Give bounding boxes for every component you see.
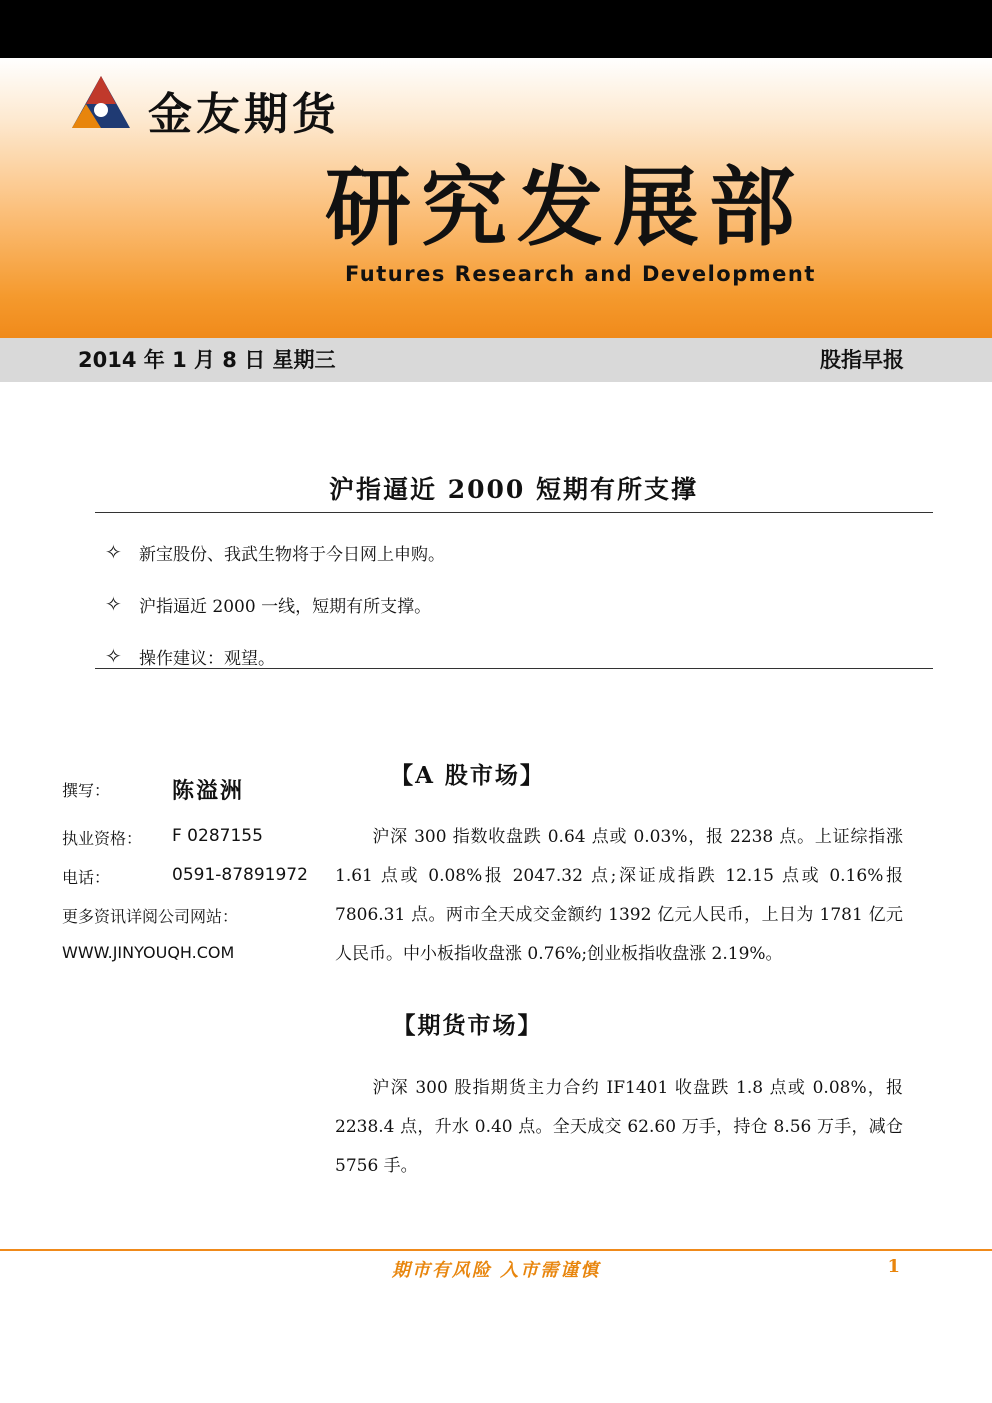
license-row	[62, 826, 263, 849]
license-number: F 0287155	[172, 826, 263, 846]
department-title: 研究发展部	[325, 157, 805, 258]
author-label: 撰写：	[62, 781, 111, 800]
diamond-star-icon: ✧	[105, 592, 122, 616]
footer-slogan: 期市有风险 入市需谨慎	[391, 1260, 601, 1281]
diamond-star-icon: ✧	[105, 540, 122, 564]
futures-paragraph	[335, 1069, 903, 1186]
report-date: 2014 年 1 月 8 日 星期三	[78, 348, 336, 372]
top-black-bar	[0, 0, 992, 58]
summary-bullets	[105, 526, 925, 682]
department-subtitle: Futures Research and Development	[345, 262, 816, 286]
bullet-text: 操作建议：观望。	[139, 648, 275, 669]
bullet-text: 沪指逼近 2000 一线，短期有所支撑。	[139, 596, 432, 617]
company-name: 金友期货	[148, 89, 340, 140]
headline-top-rule	[95, 512, 933, 513]
bullets-bottom-rule	[95, 668, 933, 669]
phone-label: 电话：	[62, 868, 111, 887]
more-info-label: 更多资讯详阅公司网站：	[62, 907, 239, 926]
diamond-star-icon: ✧	[105, 644, 122, 668]
website-link[interactable]: WWW.JINYOUQH.COM	[62, 943, 235, 962]
bullet-item	[105, 630, 925, 682]
company-logo-icon	[70, 74, 132, 130]
bullet-item	[105, 578, 925, 630]
author-row	[62, 778, 245, 804]
headline: 沪指逼近 2000 短期有所支撑	[329, 475, 698, 504]
a-share-text: 沪深 300 指数收盘跌 0.64 点或 0.03%，报 2238 点。上证综指涨 1.61 点或 0.08%报 2047.32 点;深证成指跌 12.15 点或 0.16%报 7806.31 点。两市全天成交金额约 1392 亿元人民币，上日为 1781 亿元人民币。中小板指收盘涨 0.76%;创业板指收盘涨 2.19%。	[335, 827, 903, 964]
author-name: 陈溢洲	[172, 779, 245, 804]
bullet-text: 新宝股份、我武生物将于今日网上申购。	[139, 544, 445, 565]
futures-heading: 【期货市场】	[392, 1012, 543, 1039]
a-share-heading: 【A 股市场】	[390, 762, 545, 789]
bullet-item	[105, 526, 925, 578]
footer-rule	[0, 1249, 992, 1251]
phone-row	[62, 865, 308, 888]
a-share-paragraph	[335, 818, 903, 974]
futures-text: 沪深 300 股指期货主力合约 IF1401 收盘跌 1.8 点或 0.08%，报 2238.4 点，升水 0.40 点。全天成交 62.60 万手，持仓 8.56 万手，减仓 5756 手。	[335, 1078, 903, 1176]
license-label: 执业资格：	[62, 829, 143, 848]
page-number: 1	[887, 1256, 900, 1277]
report-type: 股指早报	[820, 348, 904, 372]
phone-number: 0591-87891972	[172, 865, 308, 885]
